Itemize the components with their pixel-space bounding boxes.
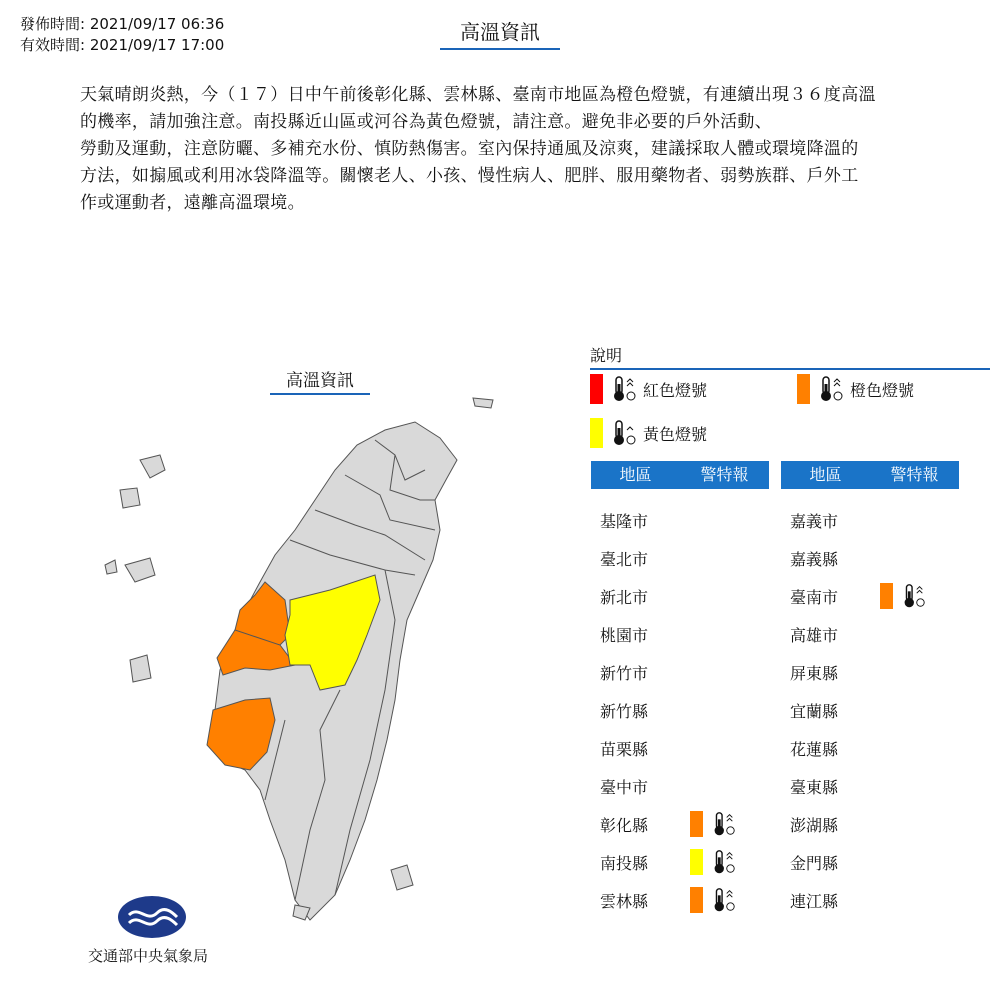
valid-time: 有效時間: 2021/09/17 17:00 [20, 36, 225, 54]
map-svg [95, 360, 515, 980]
legend-item-orange [797, 374, 914, 404]
table-row [600, 539, 690, 577]
cwb-logo [117, 895, 187, 939]
legend-label: 黃色燈號 [643, 424, 708, 444]
table-row [600, 691, 690, 729]
table-row [790, 881, 880, 919]
region-name: 臺北市 [600, 549, 649, 569]
region-name: 屏東縣 [790, 663, 839, 683]
region-name: 新竹市 [600, 663, 649, 683]
description-line: 作或運動者，遠離高溫環境。 [80, 193, 305, 213]
orange-swatch [797, 374, 810, 404]
thermometer-icon [709, 810, 737, 838]
thermometer-icon [609, 374, 637, 404]
table-row [790, 729, 880, 767]
issue-time: 發佈時間: 2021/09/17 06:36 [20, 15, 225, 33]
warning-indicator [690, 886, 737, 914]
orange-swatch [880, 583, 893, 609]
legend-label: 橙色燈號 [850, 380, 915, 400]
guishan-island [473, 398, 493, 408]
green-island [391, 865, 413, 890]
table-row [790, 805, 880, 843]
yellow-swatch [590, 418, 603, 448]
table-row [600, 805, 737, 843]
region-name: 新竹縣 [600, 701, 649, 721]
thermometer-icon [709, 886, 737, 914]
region-name: 基隆市 [600, 511, 649, 531]
orange-swatch [690, 811, 703, 837]
thermometer-icon [609, 418, 637, 448]
region-name: 花蓮縣 [790, 739, 839, 759]
table-row [600, 615, 690, 653]
table-row [790, 691, 880, 729]
region-name: 臺南市 [790, 587, 839, 607]
warning-indicator [690, 810, 737, 838]
table-row [600, 653, 690, 691]
warning-indicator [880, 582, 927, 610]
thermometer-icon [816, 374, 844, 404]
region-name: 臺中市 [600, 777, 649, 797]
region-name: 南投縣 [600, 853, 649, 873]
red-swatch [590, 374, 603, 404]
col-warning: 警特報 [890, 465, 939, 484]
map-title: 高溫資訊 [270, 366, 370, 395]
agency-name: 交通部中央氣象局 [88, 947, 209, 965]
legend-heading: 說明 [590, 343, 990, 370]
region-name: 桃園市 [600, 625, 649, 645]
col-warning: 警特報 [700, 465, 749, 484]
orange-swatch [690, 887, 703, 913]
description-line: 天氣晴朗炎熱，今（１７）日中午前後彰化縣、雲林縣、臺南市地區為橙色燈號，有連續出現３６度高溫 [80, 85, 876, 105]
legend-label: 紅色燈號 [643, 380, 708, 400]
region-name: 金門縣 [790, 853, 839, 873]
table-header-left [591, 461, 769, 489]
table-row [790, 615, 880, 653]
table-header-right [781, 461, 959, 489]
table-row [600, 767, 690, 805]
table-row [600, 729, 690, 767]
region-name: 新北市 [600, 587, 649, 607]
yellow-swatch [690, 849, 703, 875]
col-region: 地區 [619, 465, 652, 484]
penghu-islands [105, 455, 165, 682]
table-row [790, 843, 880, 881]
region-name: 澎湖縣 [790, 815, 839, 835]
region-name: 嘉義市 [790, 511, 839, 531]
table-row [790, 539, 880, 577]
table-row [600, 577, 690, 615]
col-region: 地區 [809, 465, 842, 484]
region-name: 連江縣 [790, 891, 839, 911]
table-row [790, 577, 927, 615]
region-name: 臺東縣 [790, 777, 839, 797]
meta-block [20, 14, 224, 56]
legend-item-red [590, 374, 707, 404]
description-line: 的機率，請加強注意。南投縣近山區或河谷為黃色燈號，請注意。避免非必要的戶外活動、 [80, 112, 772, 132]
page-title: 高溫資訊 [440, 16, 560, 50]
lamu-island [293, 905, 310, 920]
description-line: 方法，如搧風或利用冰袋降溫等。關懷老人、小孩、慢性病人、肥胖、服用藥物者、弱勢族群、戶外工 [80, 166, 859, 186]
table-row [600, 843, 737, 881]
thermometer-icon [899, 582, 927, 610]
warning-indicator [690, 848, 737, 876]
description [80, 82, 920, 217]
table-row [790, 501, 880, 539]
region-name: 彰化縣 [600, 815, 649, 835]
region-name: 苗栗縣 [600, 739, 649, 759]
taiwan-map [95, 360, 515, 980]
table-row [790, 653, 880, 691]
table-row [790, 767, 880, 805]
table-row [600, 881, 737, 919]
table-row [600, 501, 690, 539]
region-name: 宜蘭縣 [790, 701, 839, 721]
legend-item-yellow [590, 418, 707, 448]
region-name: 高雄市 [790, 625, 839, 645]
region-name: 雲林縣 [600, 891, 649, 911]
description-line: 勞動及運動，注意防曬、多補充水份、慎防熱傷害。室內保持通風及涼爽，建議採取人體或環境降溫的 [80, 139, 859, 159]
region-name: 嘉義縣 [790, 549, 839, 569]
thermometer-icon [709, 848, 737, 876]
